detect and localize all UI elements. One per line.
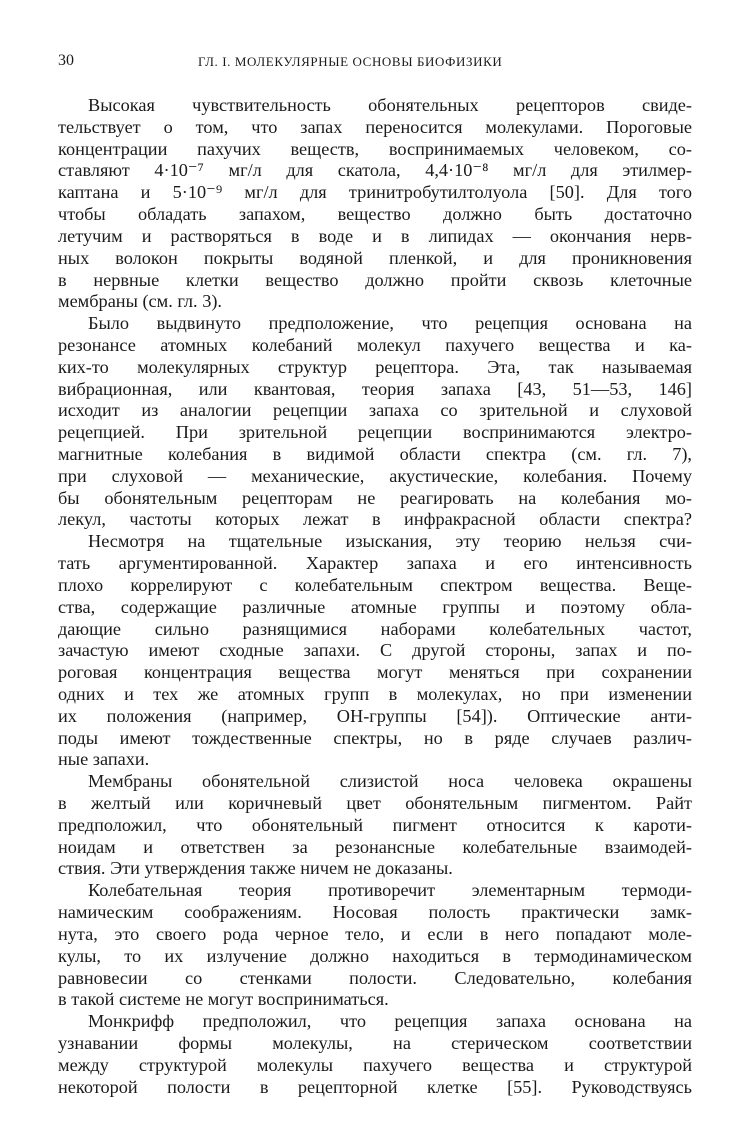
text-line: тельствует о том, что запах переносится молекулами. Пороговые [58,116,692,137]
text-line: Монкрифф предположил, что рецепция запаха основана на [88,1011,692,1032]
text-line: лекул, частоты которых лежат в инфракрасной области спектра? [58,509,692,530]
text-line: ных волокон покрыты водяной пленкой, и для проникновения [58,247,692,268]
text-line: ствия. Эти утверждения также ничем не доказаны. [58,858,453,879]
text-line: исходит из аналогии рецепции запаха со зрительной и слуховой [58,400,692,421]
paragraph [58,1011,692,1098]
body-text [58,95,692,1098]
text-line: ные запахи. [58,749,150,770]
text-line: ноидам и ответствен за резонансные колебательные взаимодей- [58,836,692,857]
text-line: резонансе атомных колебаний молекул пахучего вещества и ка- [58,334,692,355]
text-line: тать аргументированной. Характер запаха и его интенсивность [58,553,692,574]
text-line: их положения (например, ОН-группы [54]). Оптические анти- [58,705,692,726]
paragraph [58,95,692,313]
text-line: поды имеют тождественные спектры, но в ряде случаев различ- [58,727,692,748]
text-line: каптана и 5·10⁻⁹ мг/л для тринитробутилтолуола [50]. Для того [58,182,692,203]
text-line: роговая концентрация вещества могут меняться при сохранении [58,662,692,683]
text-line: в нервные клетки вещество должно пройти сквозь клеточные [58,269,692,290]
text-line: вибрационная, или квантовая, теория запаха [43, 51—53, 146] [58,378,692,399]
text-line: Мембраны обонятельной слизистой носа человека окрашены [88,771,692,792]
paragraph [58,771,692,880]
text-line: в такой системе не могут восприниматься. [58,989,389,1010]
text-line: равновесии со стенками полости. Следовательно, колебания [58,967,692,988]
text-line: Высокая чувствительность обонятельных рецепторов свиде- [88,95,692,115]
text-line: кулы, то их излучение должно находиться в термодинамическом [58,945,692,966]
text-line: нута, это своего рода черное тело, и если в него попадают моле- [58,923,692,944]
text-line: между структурой молекулы пахучего вещества и структурой [58,1054,692,1075]
text-line: зачастую имеют сходные запахи. С другой стороны, запах и по- [58,640,692,661]
paragraph [58,313,692,531]
text-line: при слуховой — механические, акустические, колебания. Почему [58,465,692,486]
text-line: дающие сильно разнящимися наборами колебательных частот, [58,618,692,639]
text-line: мембраны (см. гл. 3). [58,291,222,312]
running-head: ГЛ. I. МОЛЕКУЛЯРНЫЕ ОСНОВЫ БИОФИЗИКИ [198,54,503,69]
paragraph [58,880,692,1011]
text-line: в желтый или коричневый цвет обонятельным пигментом. Райт [58,793,692,813]
text-line: Колебательная теория противоречит элементарным термоди- [88,880,692,901]
text-line: чтобы обладать запахом, вещество должно быть достаточно [58,204,692,225]
text-line: одних и тех же атомных групп в молекулах, но при изменении [58,683,692,704]
text-line: некоторой полости в рецепторной клетке [55]. Руководствуясь [58,1076,692,1097]
text-line: плохо коррелируют с колебательным спектром вещества. Веще- [58,574,692,595]
text-line: ких-то молекулярных структур рецептора. Эта, так называемая [58,356,692,377]
text-line: концентрации пахучих веществ, воспринимаемых человеком, со- [58,138,692,159]
text-line: узнавании формы молекулы, на стерическом соответствии [58,1032,692,1053]
text-line: ставляют 4·10⁻⁷ мг/л для скатола, 4,4·10⁻⁸ мг/л для этилмер- [58,160,692,181]
text-line: ства, содержащие различные атомные группы и поэтому обла- [58,596,692,617]
text-line: бы обонятельным рецепторам не реагировать на колебания мо- [58,487,692,508]
paragraph [58,531,692,771]
page-number: 30 [58,52,74,69]
text-line: летучим и растворяться в воде и в липидах — окончания нерв- [58,225,692,246]
text-line: Несмотря на тщательные изыскания, эту теорию нельзя счи- [88,531,692,552]
page-header [58,52,692,74]
text-line: магнитные колебания в видимой области спектра (см. гл. 7), [58,444,692,464]
text-line: рецепцией. При зрительной рецепции воспринимаются электро- [58,422,692,443]
text-line: Было выдвинуто предположение, что рецепция основана на [88,313,692,334]
text-line: предположил, что обонятельный пигмент относится к кароти- [58,814,692,835]
text-line: намическим соображениям. Носовая полость практически замк- [58,902,692,923]
